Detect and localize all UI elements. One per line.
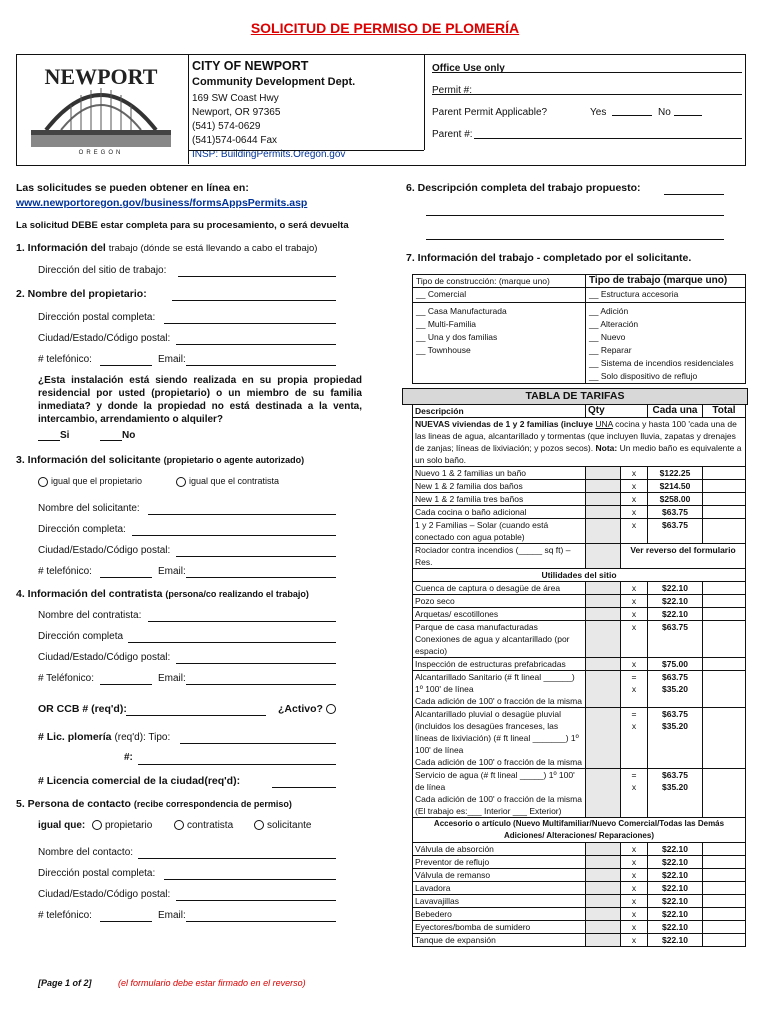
applicant-address-field[interactable] <box>132 525 336 536</box>
fee-price: $214.50 <box>648 480 703 493</box>
fee-mult: x <box>621 480 648 493</box>
must-complete-note: La solicitud DEBE estar completa para su procesamiento, o será devuelta <box>16 220 349 231</box>
active-label[interactable]: ¿Activo? <box>278 703 339 715</box>
work-type-item[interactable]: __ Adición <box>589 306 629 316</box>
office-use-box <box>432 58 742 146</box>
fee-price: $63.75 <box>648 519 703 544</box>
fee-desc: Inspección de estructuras prefabricadas <box>413 658 586 671</box>
contact-postal-label: Dirección postal completa: <box>38 868 156 879</box>
fee-mult: x <box>621 582 648 595</box>
city-dept: Community Development Dept. <box>192 76 356 88</box>
online-intro: Las solicitudes se pueden obtener en línea en: <box>16 182 249 194</box>
fee-qty-input[interactable] <box>586 519 621 544</box>
fee-price: $63.75 $35.20 <box>648 708 703 769</box>
form-title: SOLICITUD DE PERMISO DE PLOMERÍA <box>250 20 520 36</box>
contractor-city-field[interactable] <box>176 653 336 664</box>
fee-row <box>413 671 746 708</box>
fee-price: $22.10 <box>648 608 703 621</box>
contact-applicant-radio[interactable]: solicitante <box>254 820 311 831</box>
fee-total-input[interactable] <box>703 658 746 671</box>
contact-city-label: Ciudad/Estado/Código postal: <box>38 889 171 900</box>
section4-title: 4. Información del contratista (persona/co realizando el trabajo) <box>16 588 309 600</box>
description-field-2[interactable] <box>426 215 724 216</box>
contact-city-field[interactable] <box>176 890 336 901</box>
fee-total-input[interactable] <box>703 506 746 519</box>
fee-desc: Preventor de reflujo <box>413 856 586 869</box>
fee-row <box>413 582 746 595</box>
const-type-item[interactable]: __ Casa Manufacturada <box>416 306 507 316</box>
plumb-num-label: #: <box>124 752 133 763</box>
section6-title: 6. Descripción completa del trabajo propuesto: <box>406 182 641 194</box>
fee-qty-input[interactable] <box>586 895 621 908</box>
fee-desc: 1 y 2 Familias – Solar (cuando está conectado con agua potable) <box>413 519 586 544</box>
fee-price: Ver reverso del formulario <box>621 544 746 569</box>
online-url[interactable]: www.newportoregon.gov/business/formsAppsPermits.asp <box>16 197 308 209</box>
fee-qty-input[interactable] <box>586 671 621 708</box>
fee-total-input[interactable] <box>703 869 746 882</box>
fee-total-input[interactable] <box>703 921 746 934</box>
fee-price: $63.75 <box>648 506 703 519</box>
fee-mult: x <box>621 658 648 671</box>
owner-email-field[interactable] <box>186 355 336 366</box>
fee-desc: Eyectores/bomba de sumidero <box>413 921 586 934</box>
fee-price: $258.00 <box>648 493 703 506</box>
fee-row <box>413 934 746 947</box>
fee-qty-input[interactable] <box>586 921 621 934</box>
fee-row <box>413 506 746 519</box>
fees-col-desc: Descripción <box>413 405 586 418</box>
fee-row <box>413 467 746 480</box>
fee-mult: = x <box>621 671 648 708</box>
fee-qty-input[interactable] <box>586 506 621 519</box>
fee-row <box>413 493 746 506</box>
fee-total-input[interactable] <box>703 582 746 595</box>
fee-row <box>413 843 746 856</box>
fee-row <box>413 882 746 895</box>
fee-mult: x <box>621 506 648 519</box>
fee-desc: Alcantarillado pluvial o desagüe pluvial (incluidos los desagües franceses, las líneas de lixiviación) (# ft lineal _______) 1º 100' de línea Cada adición de 100' o fracción de la misma <box>413 708 586 769</box>
contact-owner-radio[interactable]: propietario <box>92 820 152 831</box>
fee-mult: x <box>621 882 648 895</box>
fee-total-input[interactable] <box>703 467 746 480</box>
work-type-row[interactable]: __ Estructura accesoria <box>586 288 746 303</box>
fee-qty-input[interactable] <box>586 608 621 621</box>
fee-row <box>413 921 746 934</box>
no-label: No <box>658 107 671 118</box>
const-type-item[interactable]: __ Townhouse <box>416 345 471 355</box>
fee-price: $22.10 <box>648 934 703 947</box>
fee-mult: x <box>621 843 648 856</box>
same-as-label: igual que: <box>38 820 86 831</box>
fee-row <box>413 608 746 621</box>
no-field[interactable] <box>674 105 702 116</box>
work-type-header: Tipo de trabajo (marque uno) <box>586 275 746 288</box>
contact-phone-label: # telefónico: <box>38 910 92 921</box>
biz-lic-label: # Licencia comercial de la ciudad(req'd): <box>38 775 241 787</box>
fees-col-total: Total <box>703 405 746 418</box>
const-type-row[interactable]: __ Comercial <box>413 288 586 303</box>
const-type-item[interactable]: __ Multi-Familia <box>416 319 476 329</box>
ccb-label: OR CCB # (req'd): <box>38 703 127 715</box>
fee-qty-input[interactable] <box>586 493 621 506</box>
contractor-city-label: Ciudad/Estado/Código postal: <box>38 652 171 663</box>
fee-price: $22.10 <box>648 895 703 908</box>
fee-total-input[interactable] <box>703 493 746 506</box>
fees-col-each: Cada una <box>648 405 703 418</box>
owner-name-field[interactable] <box>172 290 336 301</box>
fee-row <box>413 480 746 493</box>
owner-phone-label: # telefónico: <box>38 354 92 365</box>
fee-total-input[interactable] <box>703 519 746 544</box>
logo-text: NEWPORT <box>44 64 158 89</box>
fee-desc: New 1 & 2 familia tres baños <box>413 493 586 506</box>
fee-price: $22.10 <box>648 843 703 856</box>
city-address1: 169 SW Coast Hwy <box>192 93 279 104</box>
fees-title: TABLA DE TARIFAS <box>402 388 748 405</box>
work-type-item[interactable]: __ Reparar <box>589 345 632 355</box>
fee-price: $22.10 <box>648 882 703 895</box>
fee-desc: Tanque de expansión <box>413 934 586 947</box>
fee-total-input[interactable] <box>703 934 746 947</box>
fee-desc: Servicio de agua (# ft lineal _____) 1º 100' de línea Cada adición de 100' o fracción de la misma (El trabajo es:___ Interior ___ Exterior) <box>413 769 586 818</box>
fee-price: $22.10 <box>648 582 703 595</box>
yes-label: Yes <box>590 107 607 118</box>
fee-desc: Válvula de remanso <box>413 869 586 882</box>
logo-sub: OREGON <box>78 150 124 156</box>
fee-total-input[interactable] <box>703 769 746 818</box>
contact-postal-field[interactable] <box>164 869 336 880</box>
owner-city-field[interactable] <box>176 334 336 345</box>
fee-desc: Bebedero <box>413 908 586 921</box>
fee-price: $22.10 <box>648 908 703 921</box>
contact-email-label: Email: <box>158 910 186 921</box>
fee-qty-input[interactable] <box>586 769 621 818</box>
fee-qty-input[interactable] <box>586 582 621 595</box>
description-field-3[interactable] <box>426 239 724 240</box>
fee-desc: Parque de casa manufacturadas Conexiones de agua y alcantarillado (por espacio) <box>413 621 586 658</box>
work-type-item[interactable]: __ Alteración <box>589 319 639 329</box>
fee-desc: Rociador contra incendios (_____ sq ft) – Res. <box>413 544 586 569</box>
owner-email-label: Email: <box>158 354 186 365</box>
no-option[interactable]: No <box>100 430 135 441</box>
fee-row <box>413 895 746 908</box>
fee-row <box>413 658 746 671</box>
fees-table <box>412 404 746 947</box>
fee-desc: Válvula de absorción <box>413 843 586 856</box>
owner-city-label: Ciudad/Estado/Código postal: <box>38 333 171 344</box>
contact-email-field[interactable] <box>186 911 336 922</box>
fee-mult: x <box>621 608 648 621</box>
fee-mult: x <box>621 921 648 934</box>
fee-total-input[interactable] <box>703 608 746 621</box>
footer-note: (el formulario debe estar firmado en el reverso) <box>118 978 306 988</box>
plumb-lic-label: # Lic. plomería (req'd): Tipo: <box>38 731 171 743</box>
contact-contractor-radio[interactable]: contratista <box>174 820 233 831</box>
work-type-item[interactable]: __ Sistema de incendios residenciales <box>589 358 734 368</box>
fee-row <box>413 621 746 658</box>
applicant-email-label: Email: <box>158 566 186 577</box>
section5-title: 5. Persona de contacto (recibe correspondencia de permiso) <box>16 798 292 810</box>
fee-desc: New 1 & 2 familia dos baños <box>413 480 586 493</box>
city-fax: (541)574-0644 Fax <box>192 135 278 146</box>
fee-price: $22.10 <box>648 921 703 934</box>
fee-desc: Lavadora <box>413 882 586 895</box>
permit-label: Permit #: <box>432 85 473 96</box>
plumb-num-field[interactable] <box>138 754 336 765</box>
fee-row <box>413 869 746 882</box>
section3-title: 3. Información del solicitante (propietario o agente autorizado) <box>16 454 305 466</box>
city-phone: (541) 574-0629 <box>192 121 261 132</box>
fee-mult: x <box>621 934 648 947</box>
fee-qty-input[interactable] <box>586 658 621 671</box>
fee-qty-input[interactable] <box>586 480 621 493</box>
fee-mult: = x <box>621 708 648 769</box>
contractor-name-field[interactable] <box>148 611 336 622</box>
fee-row <box>413 856 746 869</box>
fee-desc: Cada cocina o baño adicional <box>413 506 586 519</box>
fee-desc: Cuenca de captura o desagüe de área <box>413 582 586 595</box>
fee-mult: x <box>621 856 648 869</box>
fee-qty-input[interactable] <box>586 882 621 895</box>
contractor-name-label: Nombre del contratista: <box>38 610 142 621</box>
const-type-header: Tipo de construcción: (marque uno) <box>413 275 586 288</box>
fee-price: $122.25 <box>648 467 703 480</box>
fee-qty-input[interactable] <box>586 869 621 882</box>
contact-name-field[interactable] <box>138 848 336 859</box>
fee-row <box>413 908 746 921</box>
newport-bridge-logo <box>26 60 176 156</box>
applicant-phone-label: # telefónico: <box>38 566 92 577</box>
fee-mult: x <box>621 467 648 480</box>
section1-title: 1. Información del trabajo (dónde se está llevando a cabo el trabajo) <box>16 242 318 254</box>
si-option[interactable]: Si <box>38 430 69 441</box>
fee-row <box>413 769 746 818</box>
fee-qty-input[interactable] <box>586 595 621 608</box>
contact-name-label: Nombre del contacto: <box>38 847 134 858</box>
fee-qty-input[interactable] <box>586 544 621 569</box>
new-homes-note: NUEVAS viviendas de 1 y 2 familias (incluye UNA cocina y hasta 100 'cada una de las lineas de agua, alcantarillado y tormentas (que incluyen lluvia, zapatas y drenajes de zanjas; líneas de lixiviación; y pozos secos). Nota: Un medio baño es equivalente a un solo baño. <box>413 418 746 467</box>
city-name: CITY OF NEWPORT <box>192 59 309 73</box>
fee-price: $63.75 <box>648 621 703 658</box>
fee-qty-input[interactable] <box>586 908 621 921</box>
fee-total-input[interactable] <box>703 480 746 493</box>
owner-phone-field[interactable] <box>100 355 152 366</box>
site-address-label: Dirección del sitio de trabajo: <box>38 265 167 276</box>
applicant-name-field[interactable] <box>148 504 336 515</box>
fee-row <box>413 519 746 544</box>
yes-field[interactable] <box>612 105 652 116</box>
fee-total-input[interactable] <box>703 882 746 895</box>
fee-mult: x <box>621 493 648 506</box>
accessory-header: Accesorio o artículo (Nuevo Multifamiliar/Nuevo Comercial/Todas las Demás Adiciones/ Alteraciones/ Reparaciones) <box>413 818 746 843</box>
contact-phone-field[interactable] <box>100 911 152 922</box>
fee-desc: Lavavajillas <box>413 895 586 908</box>
fee-total-input[interactable] <box>703 856 746 869</box>
section2-title: 2. Nombre del propietario: <box>16 288 147 300</box>
utilities-header: Utilidades del sitio <box>413 569 746 582</box>
fee-desc: Nuevo 1 & 2 familias un baño <box>413 467 586 480</box>
owner-postal-label: Dirección postal completa: <box>38 312 156 323</box>
fee-total-input[interactable] <box>703 843 746 856</box>
fee-total-input[interactable] <box>703 595 746 608</box>
fee-total-input[interactable] <box>703 908 746 921</box>
fee-mult: x <box>621 621 648 658</box>
city-info <box>192 58 355 162</box>
fee-row <box>413 544 746 569</box>
applicant-phone-field[interactable] <box>100 567 152 578</box>
parent-label: Parent #: <box>432 129 473 140</box>
contractor-phone-label: # Teléfonico: <box>38 673 94 684</box>
contractor-phone-field[interactable] <box>100 674 152 685</box>
fee-price: $63.75 $35.20 <box>648 769 703 818</box>
fee-price: $22.10 <box>648 595 703 608</box>
applicant-email-field[interactable] <box>186 567 336 578</box>
fee-desc: Alcantarillado Sanitario (# ft lineal ______) 1º 100' de línea Cada adición de 100' o fracción de la misma <box>413 671 586 708</box>
const-type-item[interactable]: __ Una y dos familias <box>416 332 498 342</box>
fee-qty-input[interactable] <box>586 621 621 658</box>
parent-applicable-label: Parent Permit Applicable? <box>432 107 548 118</box>
contractor-email-label: Email: <box>158 673 186 684</box>
fee-total-input[interactable] <box>703 621 746 658</box>
fee-qty-input[interactable] <box>586 708 621 769</box>
fee-desc: Pozo seco <box>413 595 586 608</box>
fee-mult: x <box>621 869 648 882</box>
owner-question: ¿Esta instalación está siendo realizada en su propia propiedad residencial por usted (propietario) o un miembro de su familia inmediata? y donde la propiedad no está destinada a la venta, intercambio, arrendamiento o alquiler? <box>38 375 362 425</box>
fee-price: $63.75 $35.20 <box>648 671 703 708</box>
fee-price: $22.10 <box>648 856 703 869</box>
fee-mult: x <box>621 595 648 608</box>
contractor-email-field[interactable] <box>186 674 336 685</box>
fee-mult: = x <box>621 769 648 818</box>
work-type-table <box>412 274 746 384</box>
fee-mult: x <box>621 895 648 908</box>
section7-title: 7. Información del trabajo - completado por el solicitante. <box>406 252 692 264</box>
work-type-item[interactable]: __ Nuevo <box>589 332 626 342</box>
applicant-city-label: Ciudad/Estado/Código postal: <box>38 545 171 556</box>
same-as-contractor-radio[interactable]: igual que el contratista <box>176 476 279 487</box>
fee-total-input[interactable] <box>703 671 746 708</box>
fee-desc: Arquetas/ escotillones <box>413 608 586 621</box>
page-number: [Page 1 of 2] <box>38 978 92 988</box>
fee-mult: x <box>621 519 648 544</box>
applicant-name-label: Nombre del solicitante: <box>38 503 140 514</box>
fee-mult: x <box>621 908 648 921</box>
applicant-address-label: Dirección completa: <box>38 524 126 535</box>
contractor-address-label: Dirección completa <box>38 631 124 642</box>
biz-lic-field[interactable] <box>272 777 336 788</box>
fee-qty-input[interactable] <box>586 934 621 947</box>
description-field-1[interactable] <box>664 184 724 195</box>
ccb-field[interactable] <box>126 705 266 716</box>
fee-qty-input[interactable] <box>586 467 621 480</box>
site-address-field[interactable] <box>178 266 336 277</box>
plumb-type-field[interactable] <box>180 733 336 744</box>
fees-col-qty: Qty <box>586 405 648 418</box>
fee-price: $75.00 <box>648 658 703 671</box>
city-address2: Newport, OR 97365 <box>192 107 281 118</box>
fee-price: $22.10 <box>648 869 703 882</box>
fee-row <box>413 708 746 769</box>
fee-qty-input[interactable] <box>586 856 621 869</box>
fee-total-input[interactable] <box>703 895 746 908</box>
office-header: Office Use only <box>432 63 505 74</box>
same-as-owner-radio[interactable]: igual que el propietario <box>38 476 142 487</box>
applicant-city-field[interactable] <box>176 546 336 557</box>
contractor-address-field[interactable] <box>128 632 336 643</box>
owner-postal-field[interactable] <box>164 313 336 324</box>
work-type-item[interactable]: __ Solo dispositivo de reflujo <box>589 371 698 381</box>
fee-row <box>413 595 746 608</box>
city-insp: INSP: BuildingPermits.Oregon.gov <box>192 149 346 160</box>
fee-qty-input[interactable] <box>586 843 621 856</box>
fee-total-input[interactable] <box>703 708 746 769</box>
